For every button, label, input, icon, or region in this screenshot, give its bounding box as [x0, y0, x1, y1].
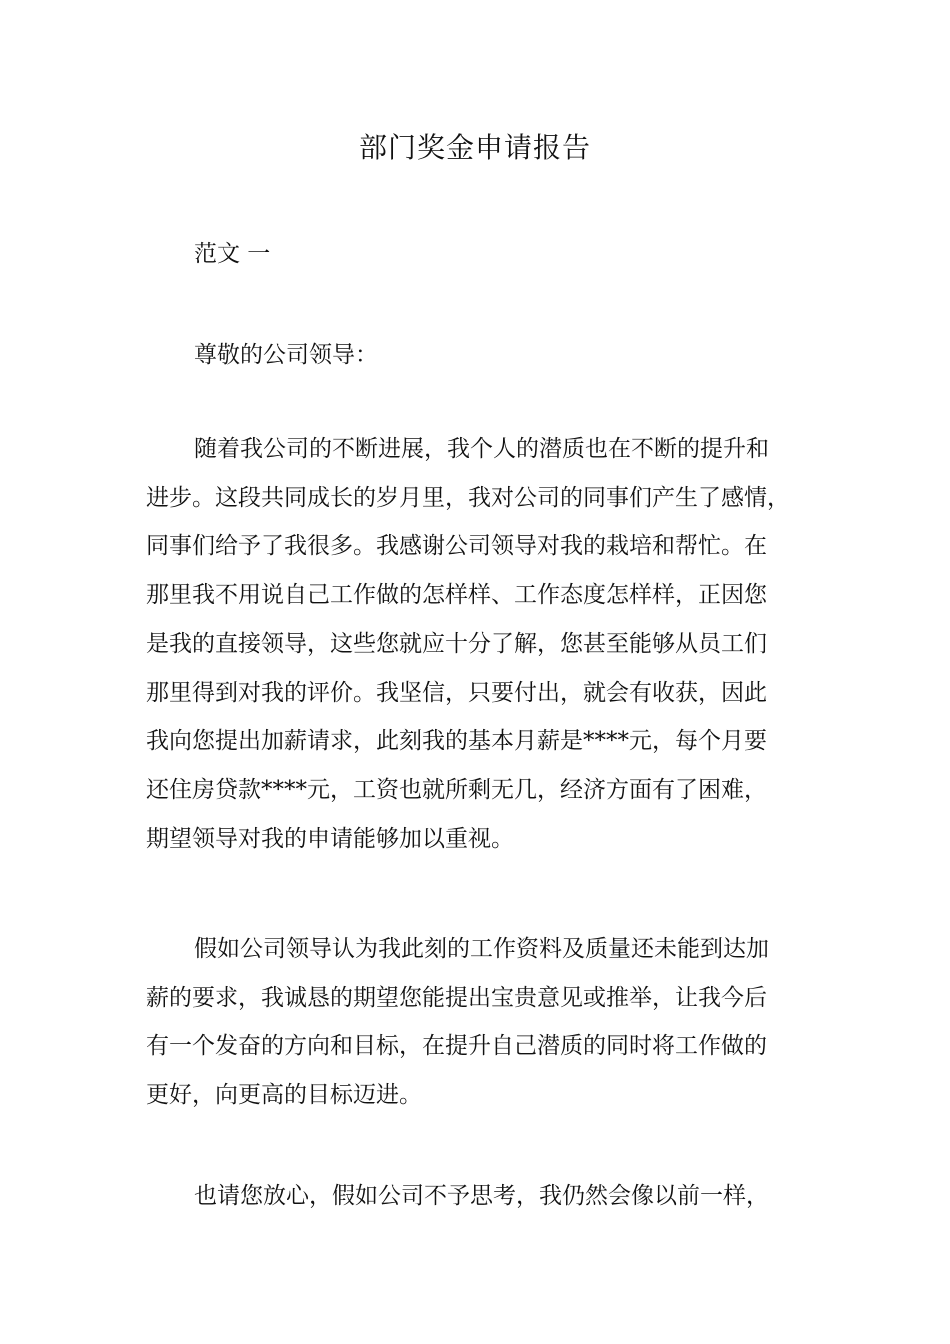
paragraph-line: 我向您提出加薪请求，此刻我的基本月薪是****元，每个月要 [146, 728, 767, 755]
salutation: 尊敬的公司领导： [194, 342, 378, 368]
paragraph-line: 随着我公司的不断进展，我个人的潜质也在不断的提升和 [194, 436, 769, 462]
paragraph-line: 是我的直接领导，这些您就应十分了解，您甚至能够从员工们 [146, 630, 767, 657]
document-title: 部门奖金申请报告 [358, 131, 591, 164]
paragraph-line: 那里我不用说自己工作做的怎样样、工作态度怎样样，正因您 [146, 582, 767, 609]
paragraph-line: 假如公司领导认为我此刻的工作资料及质量还未能到达加 [194, 936, 769, 962]
paragraph-line: 那里得到对我的评价。我坚信，只要付出，就会有收获，因此 [146, 679, 767, 706]
section-label: 范文 一 [194, 241, 271, 267]
paragraph-3 [146, 1172, 836, 1221]
paragraph-line: 同事们给予了我很多。我感谢公司领导对我的栽培和帮忙。在 [146, 533, 767, 560]
paragraph-line: 更好，向更高的目标迈进。 [146, 1082, 422, 1109]
paragraph-2 [146, 925, 836, 1120]
paragraph-line: 进步。这段共同成长的岁月里，我对公司的同事们产生了感情， [146, 484, 790, 511]
paragraph-line: 薪的要求，我诚恳的期望您能提出宝贵意见或推举，让我今后 [146, 984, 767, 1011]
paragraph-line: 还住房贷款****元，工资也就所剩无几，经济方面有了困难， [146, 776, 767, 803]
paragraph-line: 也请您放心，假如公司不予思考，我仍然会像以前一样， [194, 1183, 769, 1209]
paragraph-line: 有一个发奋的方向和目标，在提升自己潜质的同时将工作做的 [146, 1033, 767, 1060]
paragraph-line: 期望领导对我的申请能够加以重视。 [146, 825, 514, 852]
paragraph-1 [146, 425, 836, 863]
